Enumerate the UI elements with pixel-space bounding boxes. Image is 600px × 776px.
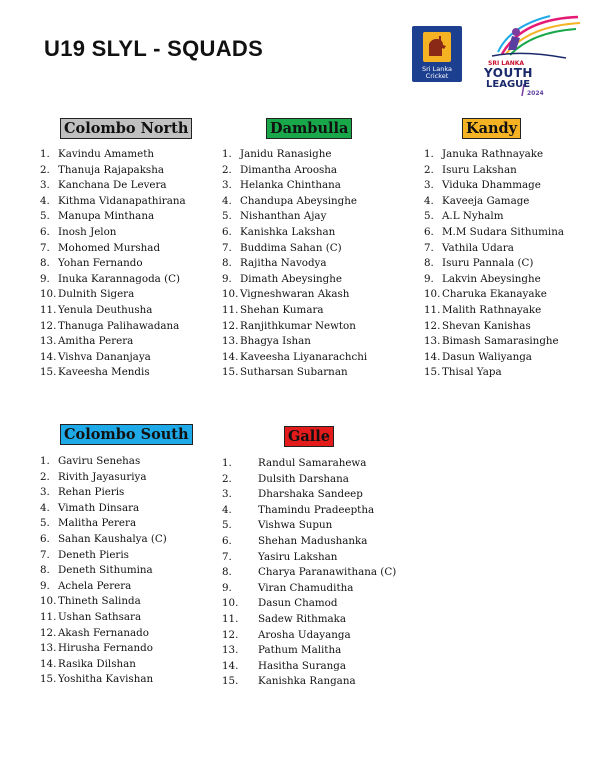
player-number: 12. <box>40 626 57 639</box>
player-row-galle <box>222 503 422 519</box>
player-number: 5. <box>222 210 232 223</box>
player-name: Thanuga Palihawadana <box>58 319 180 332</box>
player-name: Isuru Pannala (C) <box>442 257 534 270</box>
player-name: Charya Paranawithana (C) <box>258 566 397 579</box>
player-row-kandy <box>424 287 594 303</box>
player-name: Pathum Malitha <box>258 644 342 657</box>
player-number: 9. <box>40 579 50 592</box>
player-name: Ushan Sathsara <box>58 610 142 623</box>
yl-country-text: SRI LANKA <box>488 60 525 67</box>
player-row-colombo-south <box>40 454 210 470</box>
player-number: 3. <box>222 179 232 192</box>
player-number: 12. <box>424 319 441 332</box>
player-name: Inosh Jelon <box>58 225 117 238</box>
player-row-kandy <box>424 209 594 225</box>
player-row-colombo-north <box>40 178 210 194</box>
player-row-colombo-north <box>40 209 210 225</box>
player-name: Kithma Vidanapathirana <box>58 194 186 207</box>
player-number: 9. <box>424 272 434 285</box>
player-row-galle <box>222 581 422 597</box>
player-row-dambulla <box>222 241 392 257</box>
player-name: Randul Samarahewa <box>258 457 367 469</box>
player-row-kandy <box>424 350 594 366</box>
sri-lanka-cricket-logo <box>412 26 462 82</box>
player-name: Sadew Rithmaka <box>258 612 347 625</box>
player-name: Buddima Sahan (C) <box>240 241 342 254</box>
player-row-dambulla <box>222 287 392 303</box>
player-row-kandy <box>424 272 594 288</box>
player-row-colombo-north <box>40 350 210 366</box>
player-number: 15. <box>40 673 57 686</box>
player-row-colombo-north <box>40 303 210 319</box>
player-name: Sutharsan Subarnan <box>240 366 348 379</box>
player-row-dambulla <box>222 147 392 163</box>
player-name: Dimath Abeysinghe <box>240 272 342 285</box>
player-name: Rasika Dilshan <box>58 657 136 670</box>
player-number: 8. <box>424 257 434 270</box>
player-number: 6. <box>40 532 50 545</box>
player-number: 15. <box>222 675 239 688</box>
player-row-colombo-north <box>40 319 210 335</box>
player-name: Chandupa Abeysinghe <box>240 194 357 207</box>
player-number: 5. <box>40 210 50 223</box>
player-number: 2. <box>424 163 434 176</box>
player-number: 10. <box>40 595 57 608</box>
player-row-colombo-south <box>40 641 210 657</box>
player-row-colombo-north <box>40 163 210 179</box>
player-name: Kanishka Rangana <box>258 675 356 688</box>
player-name: Inuka Karannagoda (C) <box>58 272 180 285</box>
player-name: Bhagya Ishan <box>240 335 311 348</box>
player-row-dambulla <box>222 163 392 179</box>
player-row-galle <box>222 659 422 675</box>
player-name: Mohomed Murshad <box>58 241 161 254</box>
player-number: 2. <box>222 472 232 485</box>
player-name: Charuka Ekanayake <box>442 288 547 301</box>
player-row-galle <box>222 643 422 659</box>
player-name: Dharshaka Sandeep <box>258 488 363 501</box>
player-number: 9. <box>40 272 50 285</box>
player-row-kandy <box>424 365 594 381</box>
player-name: Bimash Samarasinghe <box>442 335 559 348</box>
player-number: 1. <box>40 455 50 467</box>
player-number: 4. <box>40 501 50 514</box>
player-number: 9. <box>222 581 232 594</box>
player-name: Manupa Minthana <box>58 210 155 223</box>
player-row-galle <box>222 534 422 550</box>
player-name: Sahan Kaushalya (C) <box>58 532 167 545</box>
player-name: Nishanthan Ajay <box>240 210 327 223</box>
player-number: 6. <box>40 225 50 238</box>
player-row-kandy <box>424 163 594 179</box>
player-name: Thanuja Rajapaksha <box>58 163 164 176</box>
player-row-galle <box>222 487 422 503</box>
player-name: A.L Nyhalm <box>442 210 504 223</box>
player-name: Janidu Ranasighe <box>240 148 332 160</box>
player-number: 8. <box>222 257 232 270</box>
player-row-colombo-south <box>40 548 210 564</box>
player-number: 4. <box>424 194 434 207</box>
player-number: 6. <box>222 225 232 238</box>
player-name: Vishva Dananjaya <box>58 350 151 363</box>
player-name: Hirusha Fernando <box>58 642 153 655</box>
player-name: Malith Rathnayake <box>442 303 542 316</box>
player-row-colombo-south <box>40 516 210 532</box>
player-number: 15. <box>222 366 239 379</box>
player-name: Dulsith Darshana <box>258 472 349 485</box>
youth-league-logo <box>472 14 584 100</box>
yl-league-text: LEAGUE <box>486 79 531 90</box>
player-number: 1. <box>222 148 232 160</box>
player-row-dambulla <box>222 334 392 350</box>
player-list-colombo-south <box>40 454 210 688</box>
player-row-colombo-south <box>40 672 210 688</box>
player-row-dambulla <box>222 365 392 381</box>
yl-youth-text: YOUTH <box>484 66 533 80</box>
page-title: U19 SLYL - SQUADS <box>44 36 264 61</box>
player-name: Akash Fernanado <box>58 626 149 639</box>
player-row-colombo-south <box>40 470 210 486</box>
player-name: Arosha Udayanga <box>258 628 351 641</box>
player-row-kandy <box>424 178 594 194</box>
player-number: 1. <box>222 457 232 469</box>
player-name: Kaveesha Liyanarachchi <box>240 350 368 363</box>
player-name: Shehan Kumara <box>240 303 324 316</box>
player-row-kandy <box>424 241 594 257</box>
player-name: Thamindu Pradeeptha <box>258 503 375 516</box>
player-number: 15. <box>424 366 441 379</box>
player-number: 6. <box>222 534 232 547</box>
player-number: 6. <box>424 225 434 238</box>
player-name: Dasun Waliyanga <box>442 350 532 363</box>
player-name: Viran Chamuditha <box>258 581 354 594</box>
player-number: 2. <box>222 163 232 176</box>
player-name: Rehan Pieris <box>58 486 125 499</box>
player-name: Dasun Chamod <box>258 597 338 610</box>
player-row-colombo-north <box>40 272 210 288</box>
player-name: Dimantha Aroosha <box>240 163 338 176</box>
player-name: Vishwa Supun <box>258 519 333 532</box>
player-number: 7. <box>40 548 50 561</box>
player-row-galle <box>222 628 422 644</box>
player-row-colombo-north <box>40 287 210 303</box>
player-list-kandy <box>424 147 594 381</box>
player-number: 15. <box>40 366 57 379</box>
team-header-colombo-north: Colombo North <box>60 118 192 139</box>
player-number: 13. <box>40 335 57 348</box>
player-list-galle <box>222 456 422 690</box>
player-row-colombo-north <box>40 241 210 257</box>
slc-text-line2: Cricket <box>425 72 449 80</box>
player-name: Thineth Salinda <box>58 595 141 608</box>
player-number: 8. <box>40 257 50 270</box>
player-name: Kaveeja Gamage <box>442 194 530 207</box>
player-row-dambulla <box>222 303 392 319</box>
player-row-galle <box>222 456 422 472</box>
player-number: 7. <box>222 241 232 254</box>
player-name: M.M Sudara Sithumina <box>442 225 564 238</box>
player-row-galle <box>222 472 422 488</box>
player-name: Shevan Kanishas <box>442 319 531 332</box>
player-name: Yohan Fernando <box>58 257 143 270</box>
player-number: 4. <box>40 194 50 207</box>
player-row-dambulla <box>222 256 392 272</box>
player-number: 5. <box>40 517 50 530</box>
player-row-galle <box>222 550 422 566</box>
player-list-colombo-north <box>40 147 210 381</box>
player-list-dambulla <box>222 147 392 381</box>
player-row-colombo-north <box>40 147 210 163</box>
player-number: 2. <box>40 470 50 483</box>
player-name: Yenula Deuthusha <box>58 303 153 316</box>
player-row-colombo-south <box>40 485 210 501</box>
player-number: 8. <box>40 564 50 577</box>
lion-emblem-icon <box>412 26 462 66</box>
player-row-dambulla <box>222 225 392 241</box>
player-row-galle <box>222 518 422 534</box>
player-row-galle <box>222 596 422 612</box>
player-row-dambulla <box>222 319 392 335</box>
player-row-colombo-south <box>40 501 210 517</box>
player-row-kandy <box>424 319 594 335</box>
player-number: 10. <box>222 288 239 301</box>
player-number: 12. <box>222 628 239 641</box>
team-header-dambulla: Dambulla <box>266 118 352 139</box>
player-number: 1. <box>40 148 50 160</box>
player-number: 12. <box>222 319 239 332</box>
player-number: 11. <box>222 612 239 625</box>
player-name: Yasiru Lakshan <box>258 550 338 563</box>
player-number: 14. <box>40 350 57 363</box>
player-name: Shehan Madushanka <box>258 534 368 547</box>
player-row-colombo-south <box>40 532 210 548</box>
player-name: Hasitha Suranga <box>258 659 346 672</box>
player-row-kandy <box>424 147 594 163</box>
player-number: 3. <box>40 486 50 499</box>
player-number: 10. <box>40 288 57 301</box>
player-number: 4. <box>222 194 232 207</box>
player-name: Rajitha Navodya <box>240 257 327 270</box>
player-row-dambulla <box>222 178 392 194</box>
player-number: 4. <box>222 503 232 516</box>
player-number: 9. <box>222 272 232 285</box>
player-name: Rivith Jayasuriya <box>58 470 147 483</box>
player-name: Deneth Sithumina <box>58 564 153 577</box>
player-row-colombo-south <box>40 594 210 610</box>
player-number: 13. <box>222 335 239 348</box>
player-name: Januka Rathnayake <box>442 148 544 160</box>
player-name: Ranjithkumar Newton <box>240 319 356 332</box>
player-row-dambulla <box>222 350 392 366</box>
player-number: 5. <box>424 210 434 223</box>
player-number: 3. <box>222 488 232 501</box>
player-name: Gaviru Senehas <box>58 455 141 467</box>
player-name: Vigneshwaran Akash <box>240 288 350 301</box>
player-name: Vimath Dinsara <box>58 501 140 514</box>
player-row-colombo-south <box>40 610 210 626</box>
player-number: 14. <box>424 350 441 363</box>
player-row-colombo-north <box>40 256 210 272</box>
player-number: 7. <box>40 241 50 254</box>
player-row-galle <box>222 674 422 690</box>
player-row-dambulla <box>222 194 392 210</box>
player-number: 7. <box>222 550 232 563</box>
player-row-colombo-north <box>40 334 210 350</box>
slc-text-line1: Sri Lanka <box>421 65 453 73</box>
player-number: 14. <box>222 350 239 363</box>
player-row-colombo-north <box>40 194 210 210</box>
player-number: 13. <box>424 335 441 348</box>
player-row-kandy <box>424 303 594 319</box>
player-row-colombo-south <box>40 657 210 673</box>
player-name: Vathila Udara <box>442 241 514 254</box>
player-name: Kanchana De Levera <box>58 179 167 192</box>
player-name: Deneth Pieris <box>58 548 129 561</box>
player-row-colombo-south <box>40 563 210 579</box>
player-row-dambulla <box>222 272 392 288</box>
player-name: Kaveesha Mendis <box>58 366 150 379</box>
player-row-colombo-north <box>40 365 210 381</box>
player-name: Yoshitha Kavishan <box>58 673 154 686</box>
player-name: Isuru Lakshan <box>442 163 517 176</box>
player-number: 2. <box>40 163 50 176</box>
team-header-galle: Galle <box>284 426 334 447</box>
player-name: Amitha Perera <box>58 335 134 348</box>
player-number: 14. <box>222 659 239 672</box>
player-row-kandy <box>424 194 594 210</box>
player-number: 11. <box>424 303 441 316</box>
player-name: Thisal Yapa <box>442 366 502 379</box>
player-row-dambulla <box>222 209 392 225</box>
team-header-kandy: Kandy <box>462 118 521 139</box>
player-name: Helanka Chinthana <box>240 179 341 192</box>
player-number: 14. <box>40 657 57 670</box>
player-row-galle <box>222 565 422 581</box>
player-name: Malitha Perera <box>58 517 137 530</box>
player-name: Lakvin Abeysinghe <box>442 272 541 285</box>
player-number: 10. <box>424 288 441 301</box>
player-number: 10. <box>222 597 239 610</box>
player-row-galle <box>222 612 422 628</box>
player-number: 11. <box>40 610 57 623</box>
yl-year-text: 2024 <box>527 90 544 97</box>
player-name: Kanishka Lakshan <box>240 225 336 238</box>
player-number: 13. <box>222 644 239 657</box>
team-header-colombo-south: Colombo South <box>60 424 193 445</box>
player-row-colombo-south <box>40 626 210 642</box>
player-number: 11. <box>222 303 239 316</box>
player-row-kandy <box>424 225 594 241</box>
player-number: 1. <box>424 148 434 160</box>
player-row-colombo-north <box>40 225 210 241</box>
player-number: 13. <box>40 642 57 655</box>
player-name: Dulnith Sigera <box>58 288 135 301</box>
player-number: 3. <box>424 179 434 192</box>
player-number: 11. <box>40 303 57 316</box>
player-row-colombo-south <box>40 579 210 595</box>
player-row-kandy <box>424 334 594 350</box>
player-number: 5. <box>222 519 232 532</box>
player-number: 8. <box>222 566 232 579</box>
player-name: Kavindu Amameth <box>58 148 155 160</box>
player-number: 7. <box>424 241 434 254</box>
player-name: Viduka Dhammage <box>442 179 541 192</box>
player-name: Achela Perera <box>58 579 132 592</box>
player-row-kandy <box>424 256 594 272</box>
player-number: 12. <box>40 319 57 332</box>
player-number: 3. <box>40 179 50 192</box>
